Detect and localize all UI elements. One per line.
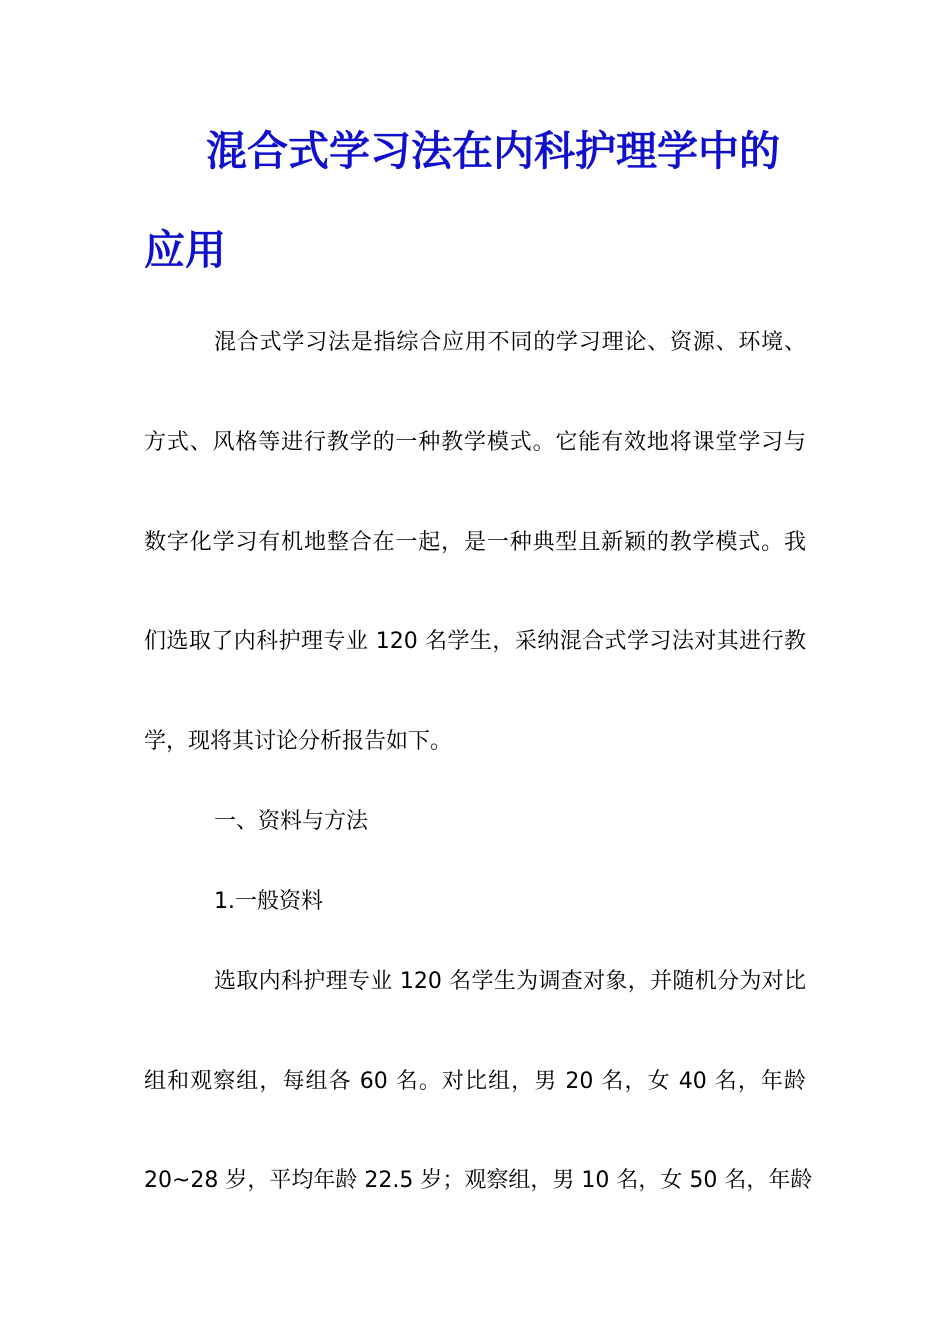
paragraph-line-1: 选取内科护理专业 120 名学生为调查对象，并随机分为对比 — [214, 969, 806, 994]
intro-line-4: 们选取了内科护理专业 120 名学生，采纳混合式学习法对其进行教 — [144, 629, 806, 654]
intro-line-2: 方式、风格等进行教学的一种教学模式。它能有效地将课堂学习与 — [144, 430, 806, 455]
paragraph-line-2: 组和观察组，每组各 60 名。对比组，男 20 名，女 40 名，年龄 — [144, 1069, 806, 1094]
intro-line-5: 学，现将其讨论分析报告如下。 — [144, 729, 453, 754]
paragraph-line-3: 20~28 岁，平均年龄 22.5 岁；观察组，男 10 名，女 50 名，年龄 — [144, 1168, 813, 1193]
document-title-line-1: 混合式学习法在内科护理学中的 — [206, 127, 780, 175]
section-heading: 一、资料与方法 — [214, 809, 369, 834]
intro-line-1: 混合式学习法是指综合应用不同的学习理论、资源、环境、 — [214, 330, 806, 355]
subsection-heading: 1.一般资料 — [214, 889, 323, 914]
document-title-line-2: 应用 — [144, 226, 226, 274]
intro-line-3: 数字化学习有机地整合在一起，是一种典型且新颖的教学模式。我 — [144, 530, 806, 555]
